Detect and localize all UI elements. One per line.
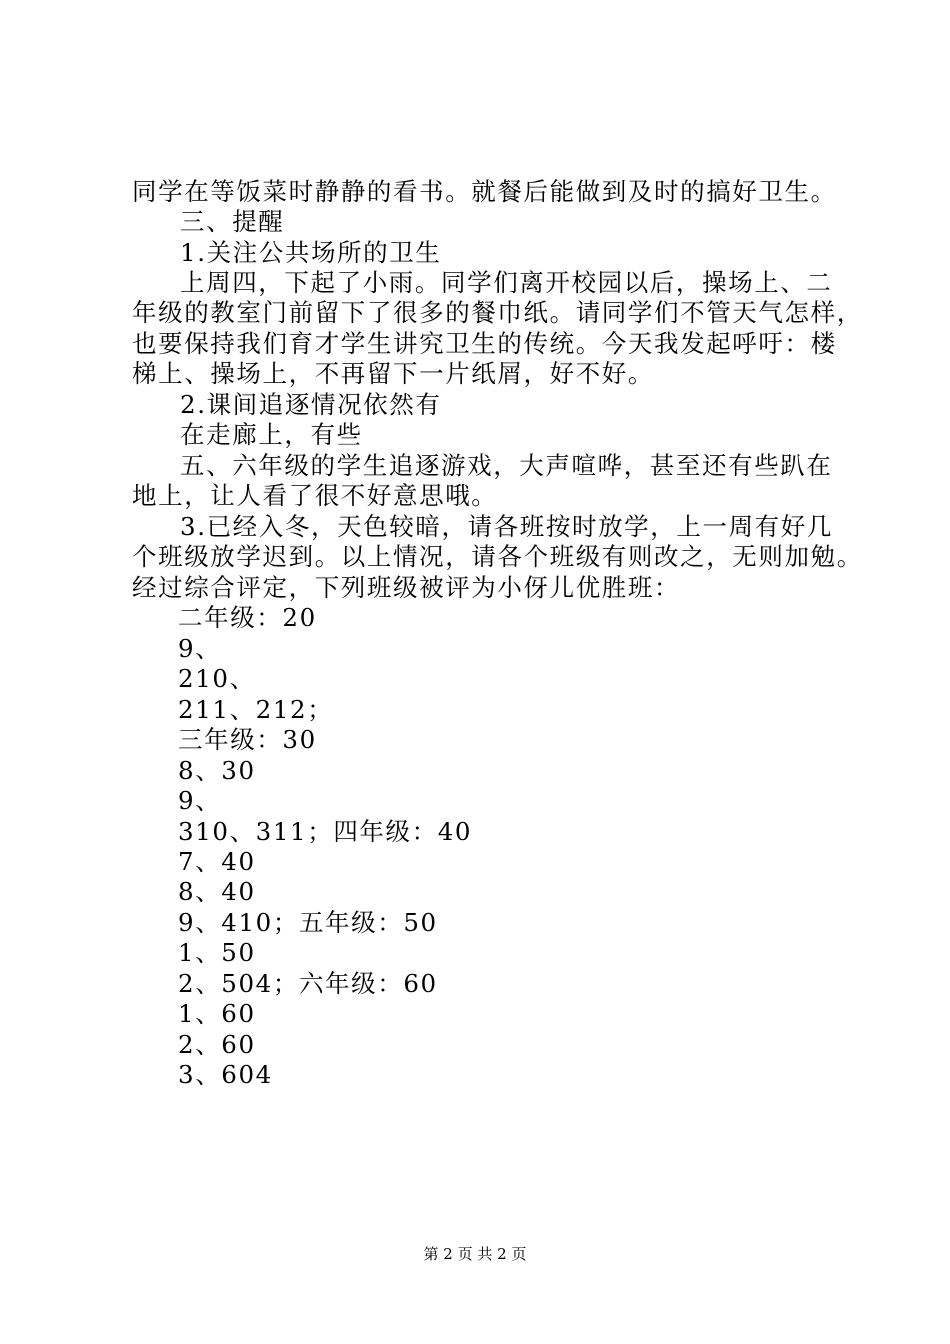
list-item: 211、212； — [178, 695, 334, 724]
list-item: 2、60 — [178, 1030, 256, 1059]
paragraph-line: 五、六年级的学生追逐游戏，大声喧哗，甚至还有些趴在 — [180, 451, 833, 480]
paragraph-line: 3.已经入冬，天色较暗，请各班按时放学，上一周有好几 — [180, 512, 833, 541]
page-footer: 第 2 页 共 2 页 — [423, 1245, 527, 1263]
list-item: 8、40 — [178, 877, 256, 906]
paragraph-line: 年级的教室门前留下了很多的餐巾纸。请同学们不管天气怎样， — [132, 298, 863, 327]
list-item: 3、604 — [178, 1060, 273, 1089]
list-item: 1、50 — [178, 938, 256, 967]
section-heading: 三、提醒 — [180, 207, 285, 236]
paragraph-line: 同学在等饭菜时静静的看书。就餐后能做到及时的搞好卫生。 — [132, 177, 837, 206]
list-item: 8、30 — [178, 756, 256, 785]
paragraph-line: 地上，让人看了很不好意思哦。 — [132, 481, 498, 510]
list-item: 9、 — [178, 634, 222, 663]
list-item: 210、 — [178, 664, 256, 693]
list-item: 7、40 — [178, 847, 256, 876]
list-item: 9、410；五年级：50 — [178, 908, 438, 937]
list-item: 二年级：20 — [178, 603, 317, 632]
list-item: 9、 — [178, 786, 222, 815]
paragraph-line: 在走廊上，有些 — [180, 420, 363, 449]
list-item: 310、311；四年级：40 — [178, 817, 473, 846]
list-item: 1、60 — [178, 999, 256, 1028]
paragraph-line: 个班级放学迟到。以上情况，请各个班级有则改之，无则加勉。 — [132, 542, 863, 571]
subheading: 2.课间追逐情况依然有 — [180, 390, 442, 419]
paragraph-line: 也要保持我们育才学生讲究卫生的传统。今天我发起呼吁：楼 — [132, 329, 837, 358]
paragraph-line: 梯上、操场上，不再留下一片纸屑，好不好。 — [132, 359, 654, 388]
list-item: 2、504；六年级：60 — [178, 969, 438, 998]
paragraph-line: 经过综合评定，下列班级被评为小伢儿优胜班： — [132, 573, 681, 602]
paragraph-line: 上周四，下起了小雨。同学们离开校园以后，操场上、二 — [180, 268, 833, 297]
subheading: 1.关注公共场所的卫生 — [180, 238, 442, 267]
list-item: 三年级：30 — [178, 725, 317, 754]
